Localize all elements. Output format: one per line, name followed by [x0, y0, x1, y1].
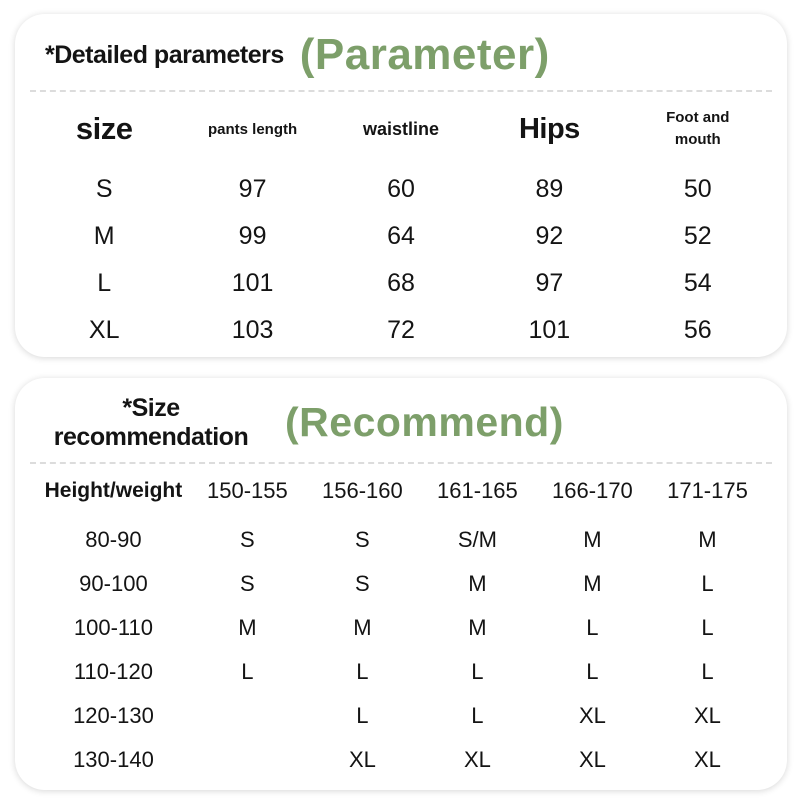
- table-cell: L: [701, 658, 714, 684]
- recommend-highlight: (Recommend): [285, 399, 564, 446]
- column-header: waistline: [362, 118, 439, 139]
- column-header: 156-160: [322, 477, 403, 503]
- table-cell: L: [241, 658, 254, 684]
- table-cell: L: [356, 702, 369, 728]
- parameter-card: [15, 14, 787, 357]
- table-cell: L: [701, 570, 714, 596]
- table-cell: M: [468, 614, 487, 640]
- table-cell: 92: [535, 222, 564, 250]
- table-header-row: [37, 464, 765, 518]
- column-header: size: [75, 111, 133, 146]
- table-cell: M: [698, 526, 717, 552]
- parameter-title: *Detailed parameters: [45, 40, 284, 69]
- table-cell: 64: [387, 222, 415, 250]
- table-cell: M: [93, 222, 115, 250]
- table-cell: L: [471, 702, 484, 728]
- recommend-title: *Size recommendation: [53, 394, 249, 451]
- table-cell: 89: [535, 175, 564, 203]
- table-cell: 80-90: [85, 526, 142, 552]
- table-row: [30, 260, 772, 307]
- table-cell: 56: [683, 316, 712, 344]
- table-row: [37, 694, 765, 738]
- table-cell: 72: [387, 316, 415, 344]
- table-cell: M: [583, 526, 602, 552]
- table-cell: 120-130: [73, 702, 154, 728]
- table-cell: XL: [88, 316, 120, 344]
- table-cell: M: [353, 614, 372, 640]
- table-cell: 103: [231, 316, 274, 344]
- table-cell: XL: [694, 702, 721, 728]
- table-cell: XL: [348, 746, 376, 772]
- table-cell: XL: [463, 746, 491, 772]
- table-cell: S: [95, 175, 113, 203]
- column-header: Height/weight: [44, 478, 183, 502]
- table-cell: L: [586, 614, 599, 640]
- table-cell: XL: [694, 746, 721, 772]
- table-cell: M: [238, 614, 257, 640]
- table-cell: 50: [683, 175, 712, 203]
- table-cell: S: [355, 526, 370, 552]
- table-cell: M: [583, 570, 602, 596]
- table-cell: L: [471, 658, 484, 684]
- table-cell: 54: [683, 269, 712, 297]
- table-cell: 68: [387, 269, 415, 297]
- table-cell: 52: [683, 222, 712, 250]
- table-cell: 130-140: [73, 746, 154, 772]
- table-cell: 101: [528, 316, 571, 344]
- recommend-table: [37, 464, 765, 782]
- table-cell: 60: [387, 175, 415, 203]
- table-cell: 100-110: [73, 614, 153, 640]
- table-cell: 97: [238, 175, 267, 203]
- table-cell: 90-100: [79, 570, 148, 596]
- table-cell: 101: [231, 269, 274, 297]
- recommend-card-header: [15, 378, 787, 458]
- table-row: [37, 738, 765, 782]
- table-row: [37, 606, 765, 650]
- column-header: 166-170: [552, 477, 633, 503]
- parameter-highlight: (Parameter): [299, 30, 550, 79]
- table-cell: 99: [238, 222, 267, 250]
- table-cell: S: [240, 526, 255, 552]
- parameter-table: [30, 92, 772, 354]
- column-header: 150-155: [207, 477, 288, 503]
- table-cell: S: [355, 570, 370, 596]
- column-header: 161-165: [437, 477, 518, 503]
- table-cell: 97: [535, 269, 564, 297]
- table-cell: L: [356, 658, 369, 684]
- column-header: Hips: [518, 112, 580, 145]
- table-row: [30, 307, 772, 354]
- table-cell: [190, 738, 305, 782]
- table-cell: 110-120: [73, 658, 153, 684]
- table-row: [37, 562, 765, 606]
- column-header: Foot and mouth: [666, 108, 730, 148]
- table-cell: XL: [578, 746, 606, 772]
- table-cell: S: [240, 570, 255, 596]
- table-cell: L: [97, 269, 112, 297]
- table-cell: L: [701, 614, 714, 640]
- column-header: pants length: [208, 120, 298, 138]
- column-header: 171-175: [667, 477, 748, 503]
- table-cell: [190, 694, 305, 738]
- table-header-row: [30, 92, 772, 166]
- table-row: [37, 518, 765, 562]
- recommend-card: [15, 378, 787, 790]
- table-row: [30, 166, 772, 213]
- parameter-card-header: [15, 14, 787, 86]
- table-cell: XL: [578, 702, 606, 728]
- table-row: [37, 650, 765, 694]
- table-row: [30, 213, 772, 260]
- table-cell: L: [586, 658, 599, 684]
- table-cell: M: [468, 570, 487, 596]
- table-cell: S/M: [457, 526, 497, 552]
